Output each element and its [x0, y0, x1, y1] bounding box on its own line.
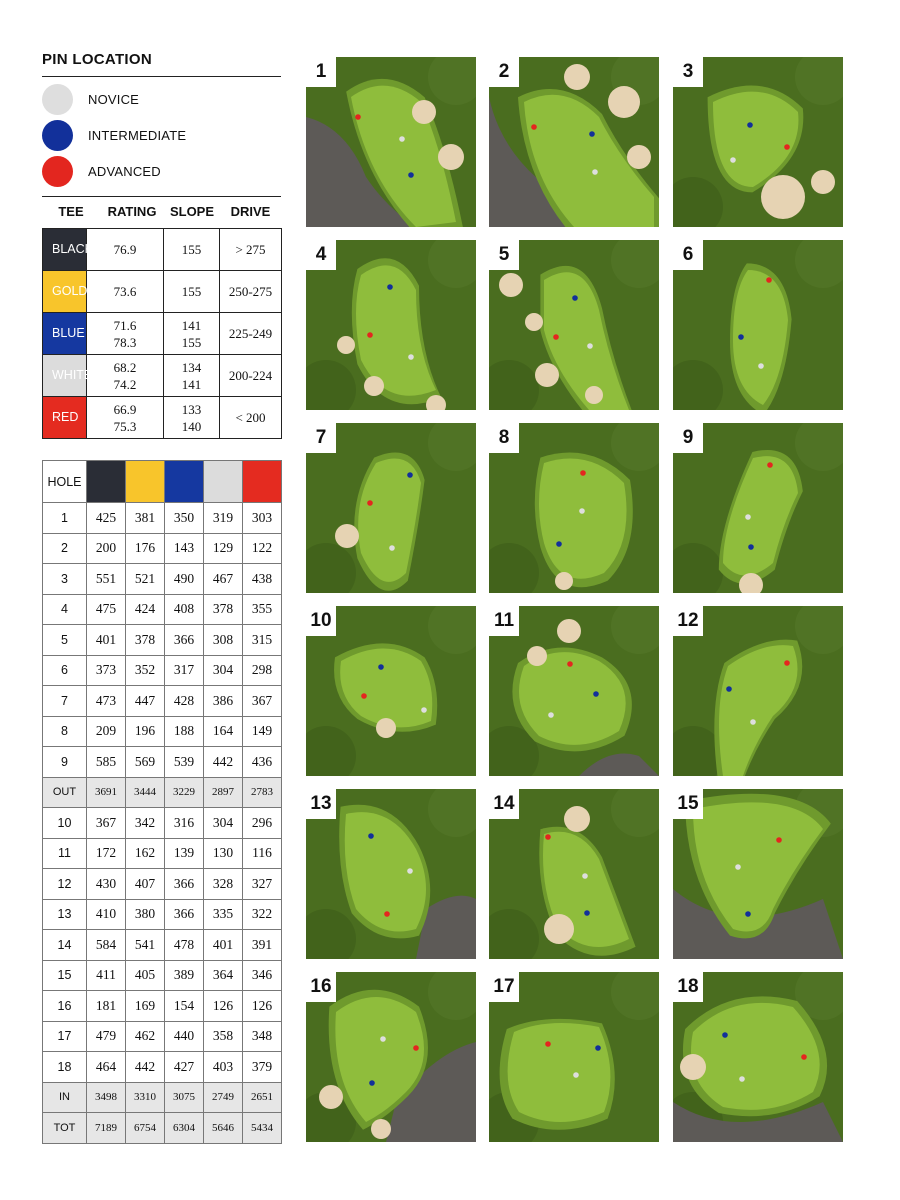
yardage-cell: 389 [165, 960, 204, 991]
yardage-cell: 378 [204, 594, 243, 625]
yardage-cell: 181 [87, 991, 126, 1022]
yardage-cell: 3498 [87, 1082, 126, 1113]
hole-map-5 [489, 240, 659, 410]
slope-value: 155 [181, 242, 202, 257]
tee-drive: 200-224 [220, 355, 282, 397]
table-row [43, 533, 282, 564]
yardage-cell: 116 [243, 838, 282, 869]
pin-location-title: PIN LOCATION [42, 51, 152, 68]
rating-value: 73.6 [113, 284, 137, 299]
tee-name: RED [43, 397, 87, 439]
yardage-cell: 143 [165, 533, 204, 564]
tee-color-swatch [204, 461, 243, 503]
rating-value: 74.2 [113, 376, 137, 392]
yardage-cell: 391 [243, 930, 282, 961]
hole-number: 9 [43, 747, 87, 778]
legend-label: ADVANCED [88, 163, 161, 179]
intermediate-pin-icon [42, 120, 73, 151]
yardage-cell: 490 [165, 564, 204, 595]
tee-slope [164, 229, 220, 271]
yardage-cell: 350 [165, 503, 204, 534]
yardage-cell: 367 [243, 686, 282, 717]
hole-map-10 [306, 606, 476, 776]
table-row [43, 686, 282, 717]
yardage-cell: 408 [165, 594, 204, 625]
tee-color-swatch [87, 461, 126, 503]
yardage-cell: 139 [165, 838, 204, 869]
hole-map-number: 8 [489, 423, 519, 453]
yardage-cell: 367 [87, 808, 126, 839]
table-row [43, 625, 282, 656]
yardage-cell: 475 [87, 594, 126, 625]
hole-map-9 [673, 423, 843, 593]
hole-number: 5 [43, 625, 87, 656]
hole-map-number: 15 [673, 789, 703, 819]
yardage-cell: 569 [126, 747, 165, 778]
hole-map-8 [489, 423, 659, 593]
tee-color-swatch [243, 461, 282, 503]
table-row [43, 1021, 282, 1052]
header-drive: DRIVE [230, 204, 271, 219]
yardage-cell: 303 [243, 503, 282, 534]
yardage-cell: 436 [243, 747, 282, 778]
hole-number: 12 [43, 869, 87, 900]
tee-rating [87, 229, 164, 271]
hole-number: 2 [43, 533, 87, 564]
yardage-cell: 308 [204, 625, 243, 656]
table-row [43, 960, 282, 991]
tee-drive: 225-249 [220, 313, 282, 355]
yardage-cell: 5434 [243, 1113, 282, 1144]
tee-rating [87, 271, 164, 313]
yardage-cell: 335 [204, 899, 243, 930]
yardage-cell: 440 [165, 1021, 204, 1052]
hole-map-number: 7 [306, 423, 336, 453]
slope-value: 141 [181, 376, 202, 392]
legend-label: INTERMEDIATE [88, 127, 187, 143]
yardage-cell: 315 [243, 625, 282, 656]
hole-map-number: 14 [489, 789, 519, 819]
tee-slope [164, 397, 220, 439]
yardage-cell: 551 [87, 564, 126, 595]
yardage-cell: 403 [204, 1052, 243, 1083]
hole-map-number: 13 [306, 789, 336, 819]
yardage-cell: 442 [126, 1052, 165, 1083]
hole-map-number: 11 [489, 606, 519, 636]
yardage-cell: 188 [165, 716, 204, 747]
hole-number: 15 [43, 960, 87, 991]
yardage-cell: 405 [126, 960, 165, 991]
tee-drive: < 200 [220, 397, 282, 439]
hole-map-number: 9 [673, 423, 703, 453]
yardage-cell: 366 [165, 899, 204, 930]
yardage-cell: 438 [243, 564, 282, 595]
tee-name: BLUE [43, 313, 87, 355]
yardage-cell: 427 [165, 1052, 204, 1083]
yardage-cell: 585 [87, 747, 126, 778]
yardage-cell: 425 [87, 503, 126, 534]
summary-row [43, 777, 282, 808]
table-row [43, 869, 282, 900]
yardage-cell: 442 [204, 747, 243, 778]
yardage-cell: 2897 [204, 777, 243, 808]
hole-number: 11 [43, 838, 87, 869]
hole-map-7 [306, 423, 476, 593]
yardage-cell: 378 [126, 625, 165, 656]
tee-table-header [42, 204, 281, 219]
yardage-cell: 373 [87, 655, 126, 686]
scorecard-header-row [43, 461, 282, 503]
yardage-cell: 3229 [165, 777, 204, 808]
rating-value: 75.3 [113, 418, 137, 434]
yardage-cell: 200 [87, 533, 126, 564]
hole-map-12 [673, 606, 843, 776]
header-slope: SLOPE [169, 204, 215, 219]
hole-number: 16 [43, 991, 87, 1022]
legend-item-intermediate [42, 120, 186, 150]
hole-map-number: 3 [673, 57, 703, 87]
yardage-cell: 352 [126, 655, 165, 686]
tee-slope [164, 355, 220, 397]
yardage-cell: 129 [204, 533, 243, 564]
rating-value: 76.9 [113, 242, 137, 257]
yardage-cell: 479 [87, 1021, 126, 1052]
yardage-cell: 2749 [204, 1082, 243, 1113]
hole-number: 3 [43, 564, 87, 595]
tee-name: WHITE [43, 355, 87, 397]
hole-number: 18 [43, 1052, 87, 1083]
hole-number: 1 [43, 503, 87, 534]
tee-name: BLACK [43, 229, 87, 271]
slope-value: 155 [181, 334, 202, 350]
yardage-cell: 322 [243, 899, 282, 930]
tee-row-white [43, 355, 282, 397]
yardage-cell: 342 [126, 808, 165, 839]
rating-value: 68.2 [113, 359, 137, 375]
tee-slope [164, 313, 220, 355]
hole-number: 8 [43, 716, 87, 747]
hole-map-number: 12 [673, 606, 703, 636]
hole-number: 17 [43, 1021, 87, 1052]
yardage-cell: 130 [204, 838, 243, 869]
hole-map-number: 5 [489, 240, 519, 270]
hole-number: 14 [43, 930, 87, 961]
yardage-cell: 401 [204, 930, 243, 961]
yardage-cell: 364 [204, 960, 243, 991]
scorecard-table [42, 460, 282, 1144]
table-row [43, 808, 282, 839]
hole-map-1 [306, 57, 476, 227]
table-row [43, 930, 282, 961]
yardage-cell: 346 [243, 960, 282, 991]
hole-map-number: 10 [306, 606, 336, 636]
yardage-cell: 316 [165, 808, 204, 839]
hole-map-6 [673, 240, 843, 410]
yardage-cell: 3310 [126, 1082, 165, 1113]
yardage-cell: 319 [204, 503, 243, 534]
yardage-cell: 3691 [87, 777, 126, 808]
hole-number: IN [43, 1082, 87, 1113]
table-row [43, 716, 282, 747]
yardage-cell: 464 [87, 1052, 126, 1083]
summary-row [43, 1113, 282, 1144]
table-row [43, 899, 282, 930]
yardage-cell: 304 [204, 655, 243, 686]
yardage-cell: 2783 [243, 777, 282, 808]
yardage-cell: 317 [165, 655, 204, 686]
hole-number: 10 [43, 808, 87, 839]
hole-map-18 [673, 972, 843, 1142]
yardage-cell: 122 [243, 533, 282, 564]
yardage-cell: 541 [126, 930, 165, 961]
rating-value: 66.9 [113, 401, 137, 417]
slope-value: 134 [181, 359, 202, 375]
tee-name: GOLD [43, 271, 87, 313]
yardage-cell: 196 [126, 716, 165, 747]
yardage-cell: 462 [126, 1021, 165, 1052]
hole-number: TOT [43, 1113, 87, 1144]
yardage-cell: 430 [87, 869, 126, 900]
slope-value: 133 [181, 401, 202, 417]
yardage-cell: 539 [165, 747, 204, 778]
hole-header: HOLE [43, 461, 87, 503]
tee-slope [164, 271, 220, 313]
yardage-cell: 126 [204, 991, 243, 1022]
yardage-cell: 2651 [243, 1082, 282, 1113]
slope-value: 141 [181, 317, 202, 333]
yardage-cell: 164 [204, 716, 243, 747]
hole-map-number: 17 [489, 972, 519, 1002]
yardage-cell: 355 [243, 594, 282, 625]
hole-map-16 [306, 972, 476, 1142]
yardage-cell: 3444 [126, 777, 165, 808]
hole-map-2 [489, 57, 659, 227]
yardage-cell: 149 [243, 716, 282, 747]
header-rating: RATING [107, 204, 157, 219]
yardage-cell: 521 [126, 564, 165, 595]
table-row [43, 564, 282, 595]
table-row [43, 747, 282, 778]
tee-row-gold [43, 271, 282, 313]
legend-item-novice [42, 84, 139, 114]
hole-map-4 [306, 240, 476, 410]
yardage-cell: 358 [204, 1021, 243, 1052]
yardage-cell: 401 [87, 625, 126, 656]
yardage-cell: 386 [204, 686, 243, 717]
yardage-cell: 407 [126, 869, 165, 900]
novice-pin-icon [42, 84, 73, 115]
header-tee: TEE [58, 204, 84, 219]
hole-map-number: 16 [306, 972, 336, 1002]
yardage-cell: 296 [243, 808, 282, 839]
yardage-cell: 162 [126, 838, 165, 869]
hole-map-17 [489, 972, 659, 1142]
hole-map-number: 1 [306, 57, 336, 87]
tee-rating [87, 355, 164, 397]
slope-value: 140 [181, 418, 202, 434]
tee-table [42, 228, 282, 439]
yardage-cell: 348 [243, 1021, 282, 1052]
table-row [43, 503, 282, 534]
tee-row-blue [43, 313, 282, 355]
hole-number: 13 [43, 899, 87, 930]
yardage-cell: 447 [126, 686, 165, 717]
yardage-cell: 154 [165, 991, 204, 1022]
yardage-cell: 428 [165, 686, 204, 717]
rating-value: 71.6 [113, 317, 137, 333]
divider [42, 76, 281, 77]
yardage-cell: 411 [87, 960, 126, 991]
legend-item-advanced [42, 156, 161, 186]
summary-row [43, 1082, 282, 1113]
table-row [43, 655, 282, 686]
hole-number: 7 [43, 686, 87, 717]
hole-map-number: 2 [489, 57, 519, 87]
tee-drive: > 275 [220, 229, 282, 271]
yardage-cell: 304 [204, 808, 243, 839]
tee-rating [87, 313, 164, 355]
yardage-cell: 467 [204, 564, 243, 595]
hole-map-number: 4 [306, 240, 336, 270]
hole-number: 4 [43, 594, 87, 625]
hole-map-3 [673, 57, 843, 227]
yardage-cell: 298 [243, 655, 282, 686]
hole-map-number: 6 [673, 240, 703, 270]
tee-rating [87, 397, 164, 439]
hole-map-13 [306, 789, 476, 959]
yardage-cell: 380 [126, 899, 165, 930]
yardage-cell: 366 [165, 625, 204, 656]
hole-map-number: 18 [673, 972, 703, 1002]
yardage-cell: 172 [87, 838, 126, 869]
tee-color-swatch [165, 461, 204, 503]
tee-color-swatch [126, 461, 165, 503]
hole-number: OUT [43, 777, 87, 808]
yardage-cell: 584 [87, 930, 126, 961]
table-row [43, 594, 282, 625]
yardage-cell: 7189 [87, 1113, 126, 1144]
yardage-cell: 379 [243, 1052, 282, 1083]
yardage-cell: 176 [126, 533, 165, 564]
hole-map-14 [489, 789, 659, 959]
yardage-cell: 366 [165, 869, 204, 900]
hole-number: 6 [43, 655, 87, 686]
yardage-cell: 3075 [165, 1082, 204, 1113]
table-row [43, 1052, 282, 1083]
yardage-cell: 473 [87, 686, 126, 717]
rating-value: 78.3 [113, 334, 137, 350]
table-row [43, 838, 282, 869]
slope-value: 155 [181, 284, 202, 299]
yardage-cell: 381 [126, 503, 165, 534]
tee-row-red [43, 397, 282, 439]
yardage-cell: 169 [126, 991, 165, 1022]
tee-drive: 250-275 [220, 271, 282, 313]
yardage-cell: 5646 [204, 1113, 243, 1144]
yardage-cell: 126 [243, 991, 282, 1022]
yardage-cell: 209 [87, 716, 126, 747]
tee-row-black [43, 229, 282, 271]
hole-map-11 [489, 606, 659, 776]
yardage-cell: 6304 [165, 1113, 204, 1144]
yardage-cell: 478 [165, 930, 204, 961]
yardage-cell: 6754 [126, 1113, 165, 1144]
divider [42, 196, 281, 197]
yardage-cell: 327 [243, 869, 282, 900]
yardage-cell: 410 [87, 899, 126, 930]
yardage-cell: 424 [126, 594, 165, 625]
table-row [43, 991, 282, 1022]
legend-label: NOVICE [88, 91, 140, 107]
advanced-pin-icon [42, 156, 73, 187]
yardage-cell: 328 [204, 869, 243, 900]
hole-map-15 [673, 789, 843, 959]
